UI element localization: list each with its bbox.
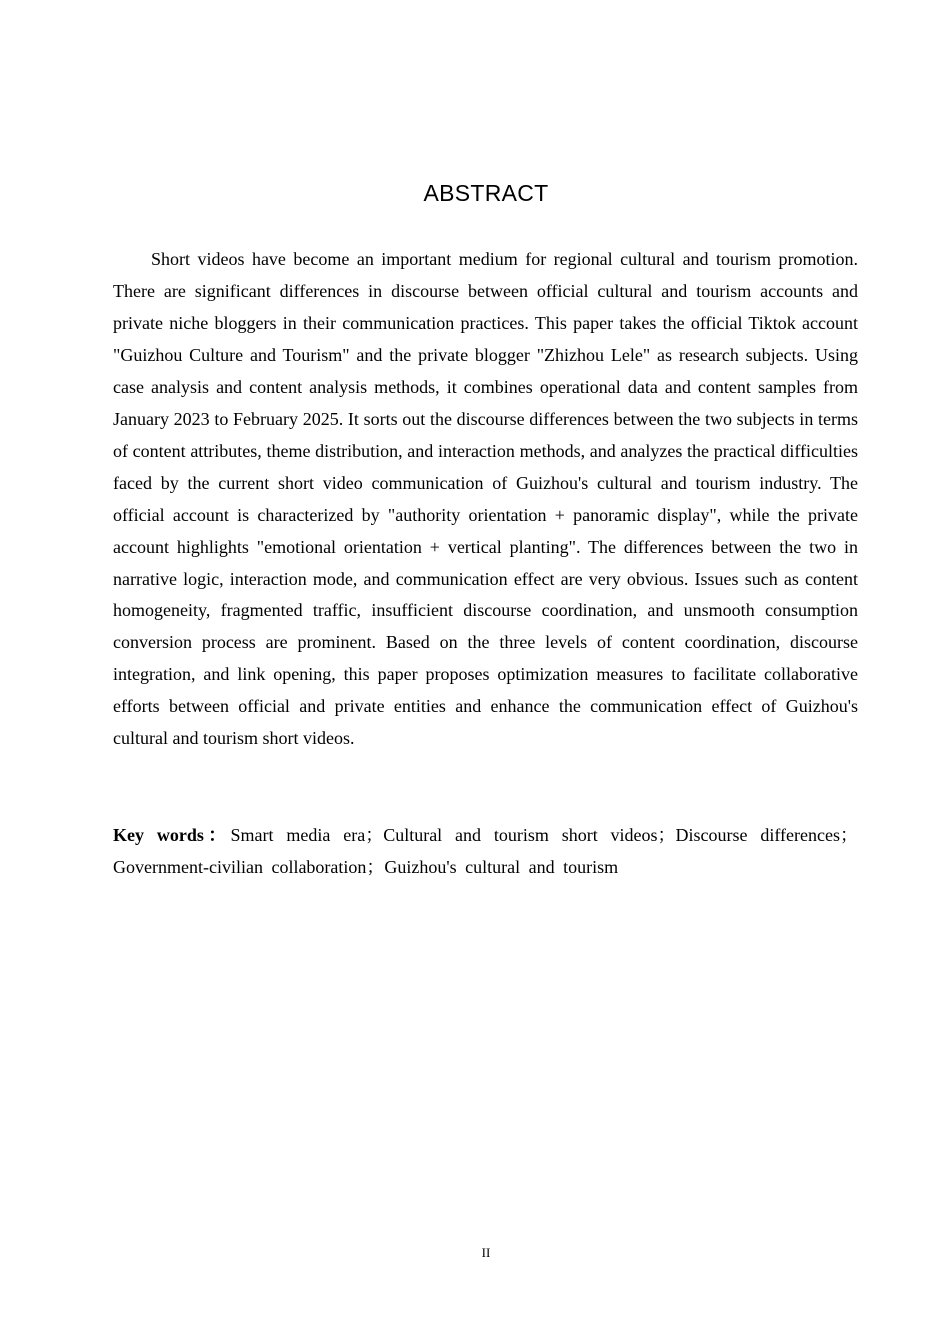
abstract-paragraph: Short videos have become an important medium for regional cultural and tourism promotion. There are significant differences in discourse between official cultural and tourism accounts and private niche bloggers in their communication practices. This paper takes the official Tiktok account "Guizhou Culture and Tourism" and the private blogger "Zhizhou Lele" as research subjects. Using case analysis and content analysis methods, it combines operational data and content samples from January 2023 to February 2025. It sorts out the discourse differences between the two subjects in terms of content attributes, theme distribution, and interaction methods, and analyzes the practical difficulties faced by the current short video communication of Guizhou's cultural and tourism industry. The official account is characterized by "authority orientation + panoramic display", while the private account highlights "emotional orientation + vertical planting". The differences between the two in narrative logic, interaction mode, and communication effect are very obvious. Issues such as content homogeneity, fragmented traffic, insufficient discourse coordination, and unsmooth consumption conversion process are prominent. Based on the three levels of content coordination, discourse integration, and link opening, this paper proposes optimization measures to facilitate collaborative efforts between official and private entities and enhance the communication effect of Guizhou's cultural and tourism short videos. (113, 249, 858, 749)
keywords-line (113, 819, 858, 883)
keywords-text: Smart media era；Cultural and tourism short videos；Discourse differences；Government-civilian collaboration；Guizhou's cultural and tourism (113, 825, 859, 877)
page-number: II (481, 1245, 491, 1260)
abstract-heading: ABSTRACT (423, 180, 549, 206)
keywords-label: Key words： (113, 825, 231, 845)
